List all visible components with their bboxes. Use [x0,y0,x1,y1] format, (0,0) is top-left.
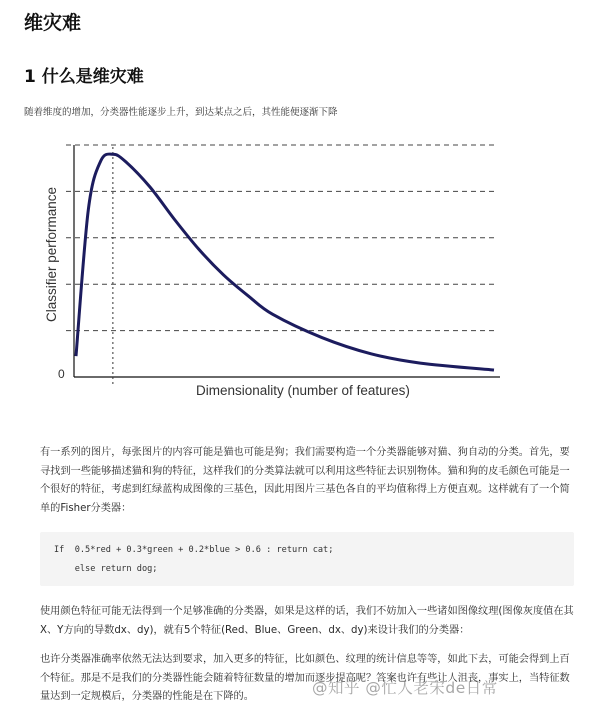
performance-curve [76,154,494,370]
origin-label: 0 [58,367,65,381]
code-line: If 0.5*red + 0.3*green + 0.2*blue > 0.6 : return cat; [54,545,334,555]
code-block [40,532,574,586]
paragraph-conclusion: 也许分类器准确率依然无法达到要求，加入更多的特征，比如颜色、纹理的统计信息等等，如此下去，可能会得到上百个特征。那是不是我们的分类器性能会随着特征数量的增加而逐步提高呢？答案也许有些让人沮丧，事实上，当特征数量达到一定规模后，分类器的性能是在下降的。 [40,654,570,702]
section-title: 1 什么是维灾难 [24,67,144,87]
paragraph-features: 使用颜色特征可能无法得到一个足够准确的分类器，如果是这样的话，我们不妨加入一些诸如图像纹理(图像灰度值在其X、Y方向的导数dx、dy)，就有5个特征(Red、Blue、Green、dx、dy)来设计我们的分类器： [40,606,574,636]
paragraph-intro: 有一系列的图片，每张图片的内容可能是猫也可能是狗；我们需要构造一个分类器能够对猫、狗自动的分类。首先，要寻找到一些能够描述猫和狗的特征，这样我们的分类算法就可以利用这些特征去识别物体。猫和狗的皮毛颜色可能是一个很好的特征，考虑到红绿蓝构成图像的三基色，因此用图片三基色各自的平均值称得上方便直观。这样就有了一个简单的Fisher分类器： [40,447,570,514]
chart-grid [66,145,494,331]
intro-text: 随着维度的增加，分类器性能逐步上升，到达某点之后，其性能便逐渐下降 [24,107,338,118]
page-title: 维灾难 [24,12,82,34]
watermark: @知乎 @忙人老宋de日常 [312,679,498,697]
code-line: else return dog; [54,564,158,574]
performance-chart [0,125,600,415]
y-axis-label: Classifier performance [44,186,59,322]
x-axis-label: Dimensionality (number of features) [196,383,410,398]
